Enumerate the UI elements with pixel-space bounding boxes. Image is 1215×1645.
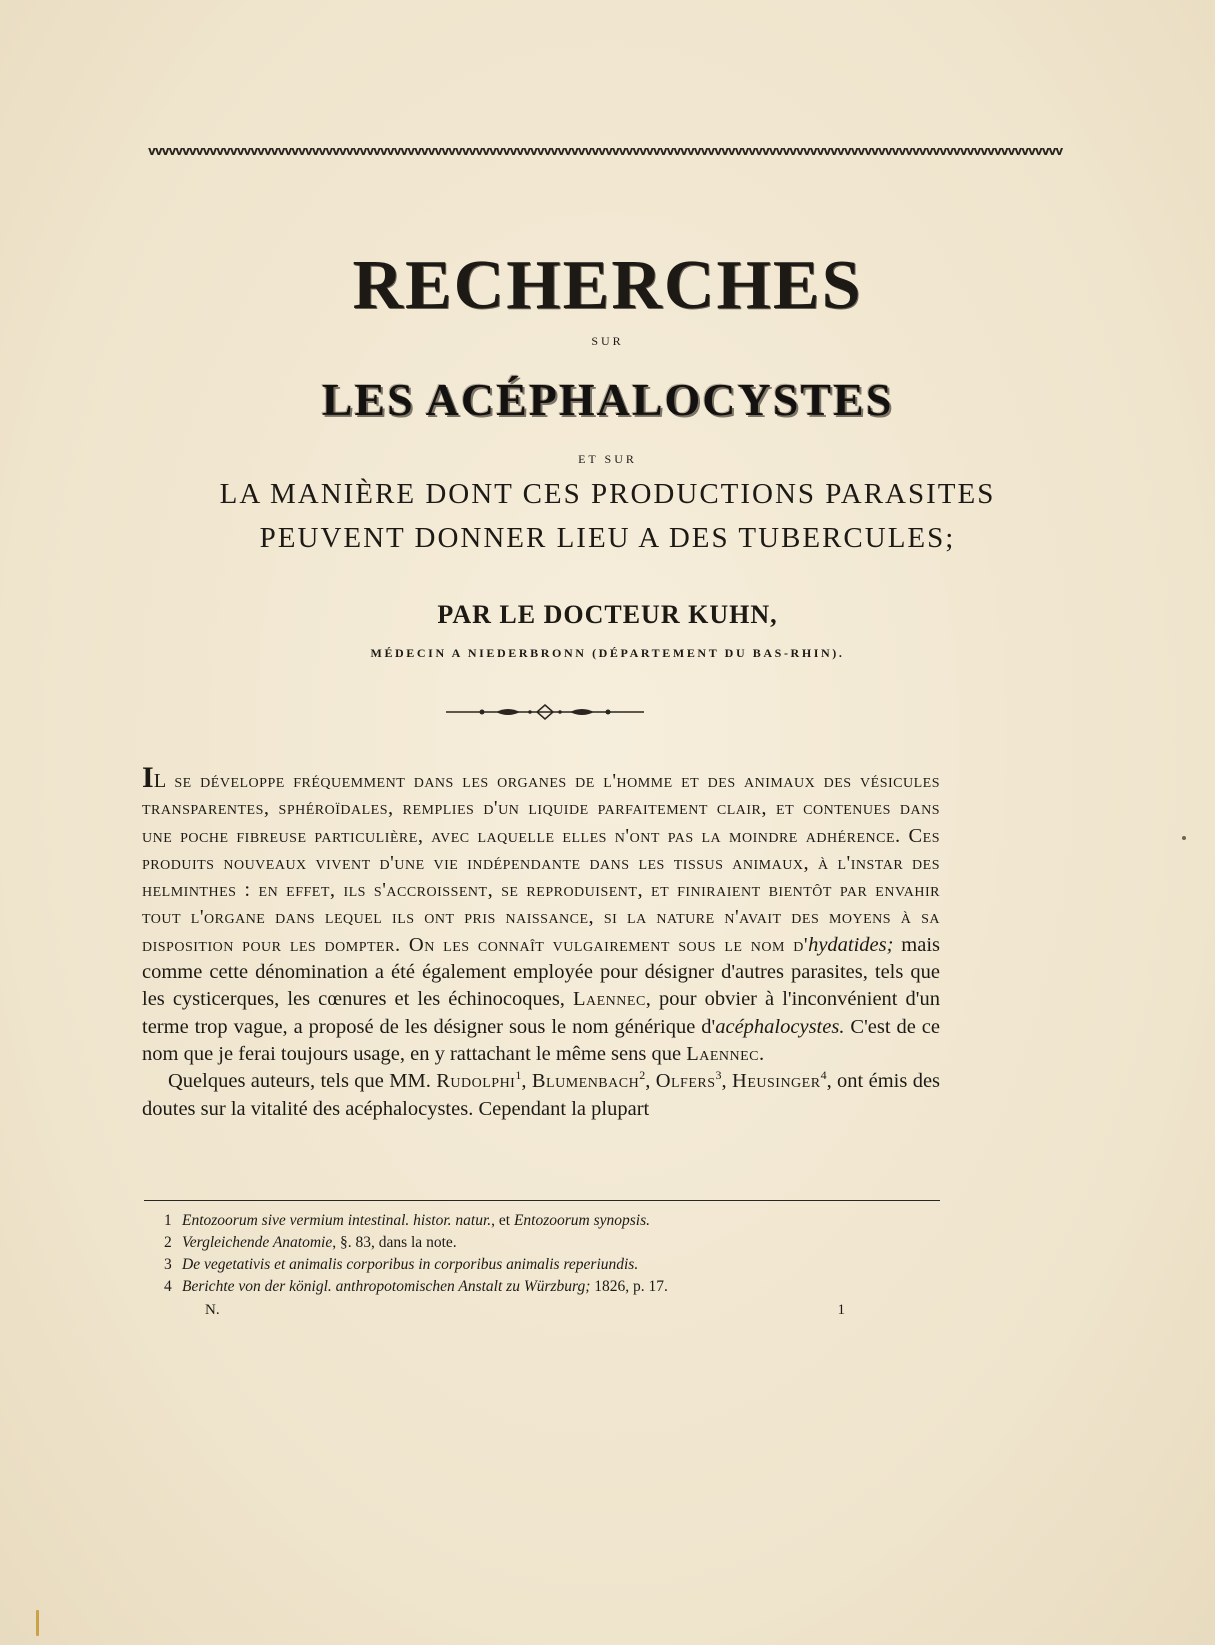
paragraph-1 bbox=[142, 761, 941, 1068]
footnote-ref-2: 2 bbox=[639, 1068, 646, 1083]
footnote-text: Entozoorum sive vermium intestinal. histor. natur. bbox=[182, 1212, 492, 1229]
footnote-number: 1 bbox=[164, 1212, 172, 1229]
footnote-2 bbox=[164, 1232, 934, 1254]
author-affiliation: MÉDECIN A NIEDERBRONN (DÉPARTEMENT DU BAS-RHIN). bbox=[370, 646, 845, 660]
paragraph-1-part-d: C'est de ce nom que je ferai toujours usage, en y rattachant le même sens que bbox=[142, 1015, 940, 1065]
top-ornamental-border: vvvvvvvvvvvvvvvvvvvvvvvvvvvvvvvvvvvvvvvvvvvvvvvvvvvvvvvvvvvvvvvvvvvvvvvvvvvvvvvvvvvvvvvvvvvvvvvvvvvvvvvvvvvvvvvvvvvvvvvvvvvvvvvvvvvvvv bbox=[148, 144, 1063, 158]
et-sur-label: ET SUR bbox=[578, 452, 637, 466]
footnote-rule bbox=[144, 1200, 940, 1201]
footnote-ref-1: 1 bbox=[515, 1068, 522, 1083]
paragraph-2-part-a: Quelques auteurs, tels que MM. bbox=[168, 1070, 437, 1093]
footnote-number: 3 bbox=[164, 1256, 172, 1273]
decorative-title: LES ACÉPHALOCYSTES bbox=[321, 374, 894, 425]
footnote-text: Entozoorum synopsis. bbox=[513, 1212, 651, 1229]
subtitle-line-2: PEUVENT DONNER LIEU A DES TUBERCULES; bbox=[259, 522, 956, 554]
footnote-text: Berichte von der königl. anthropotomischen Anstalt zu Würzburg; bbox=[182, 1278, 591, 1295]
name-heusinger: Heusinger bbox=[732, 1070, 821, 1093]
paragraph-1-end: . bbox=[759, 1042, 765, 1065]
footnote-text: , et bbox=[491, 1212, 514, 1229]
paragraph-1-part-c: , pour obvier à l'inconvénient d'un terme trop vague, a proposé de les désigner sous le nom générique d' bbox=[142, 988, 940, 1038]
sur-label: SUR bbox=[591, 334, 624, 348]
footnote-ref-3: 3 bbox=[715, 1068, 722, 1083]
separator-3: , bbox=[721, 1070, 733, 1093]
paragraph-1-part-b: mais comme cette dénomination a été également employée pour désigner d'autres parasites, tels que les cysticerques, les cœnures et les échinocoques, bbox=[142, 933, 941, 1011]
name-olfers: Olfers bbox=[655, 1070, 716, 1093]
paper-stain bbox=[36, 1610, 39, 1636]
footnote-text: De vegetativis et animalis corporibus in corporibus animalis reperiundis. bbox=[182, 1256, 639, 1273]
footnotes bbox=[164, 1210, 934, 1298]
footnote-text: Vergleichende Anatomie bbox=[182, 1234, 333, 1251]
separator-1: , bbox=[521, 1070, 532, 1093]
footnote-number: 4 bbox=[164, 1278, 172, 1295]
subtitle-line-1: LA MANIÈRE DONT CES PRODUCTIONS PARASITES bbox=[219, 478, 996, 510]
name-blumenbach: Blumenbach bbox=[531, 1070, 640, 1093]
signature-row bbox=[205, 1302, 845, 1322]
footnote-number: 2 bbox=[164, 1234, 172, 1251]
footnote-3 bbox=[164, 1254, 934, 1276]
signature-mark: N. bbox=[205, 1302, 220, 1318]
separator-2: , bbox=[645, 1070, 656, 1093]
ornament-divider-icon bbox=[446, 704, 644, 720]
name-rudolphi: Rudolphi bbox=[436, 1070, 516, 1093]
footnote-ref-4: 4 bbox=[820, 1068, 827, 1083]
page-title: RECHERCHES bbox=[352, 247, 863, 324]
name-laennec: Laennec bbox=[573, 988, 646, 1011]
drop-cap: I bbox=[142, 761, 154, 794]
footnote-text: , §. 83, dans la note. bbox=[332, 1234, 457, 1251]
paper-speck bbox=[1182, 836, 1186, 840]
paragraph-2 bbox=[142, 1068, 940, 1123]
footnote-text: 1826, p. 17. bbox=[590, 1278, 668, 1295]
term-acephalocystes: acéphalocystes. bbox=[715, 1015, 845, 1038]
paragraph-1-part-a: L se développe fréquemment dans les organes de l'homme et des animaux des vésicules transparentes, sphéroïdales, remplies d'un liquide parfaitement clair, et contenues dans une poche fibreuse particulière, avec laquelle elles n'ont pas la moindre adhérence. Ces produits nouveaux vivent d'une vie indépendante dans les tissus animaux, à l'instar des helminthes : en effet, ils s'accroissent, se reproduisent, et finiraient bientôt par envahir tout l'organe dans lequel ils ont pris naissance, si la nature n'avait des moyens à sa disposition pour les dompter. On les connaît vulgairement sous le nom d' bbox=[142, 770, 940, 956]
author-line: PAR LE DOCTEUR KUHN, bbox=[437, 600, 778, 629]
page-number: 1 bbox=[837, 1302, 845, 1318]
footnote-4 bbox=[164, 1276, 934, 1298]
body-text bbox=[142, 761, 941, 1123]
paragraph-2-part-b: , ont émis des doutes sur la vitalité des acéphalocystes. Cependant la plupart bbox=[142, 1070, 941, 1120]
name-laennec-2: Laennec bbox=[686, 1042, 759, 1065]
footnote-1 bbox=[164, 1210, 934, 1232]
term-hydatides: hydatides; bbox=[808, 933, 894, 956]
